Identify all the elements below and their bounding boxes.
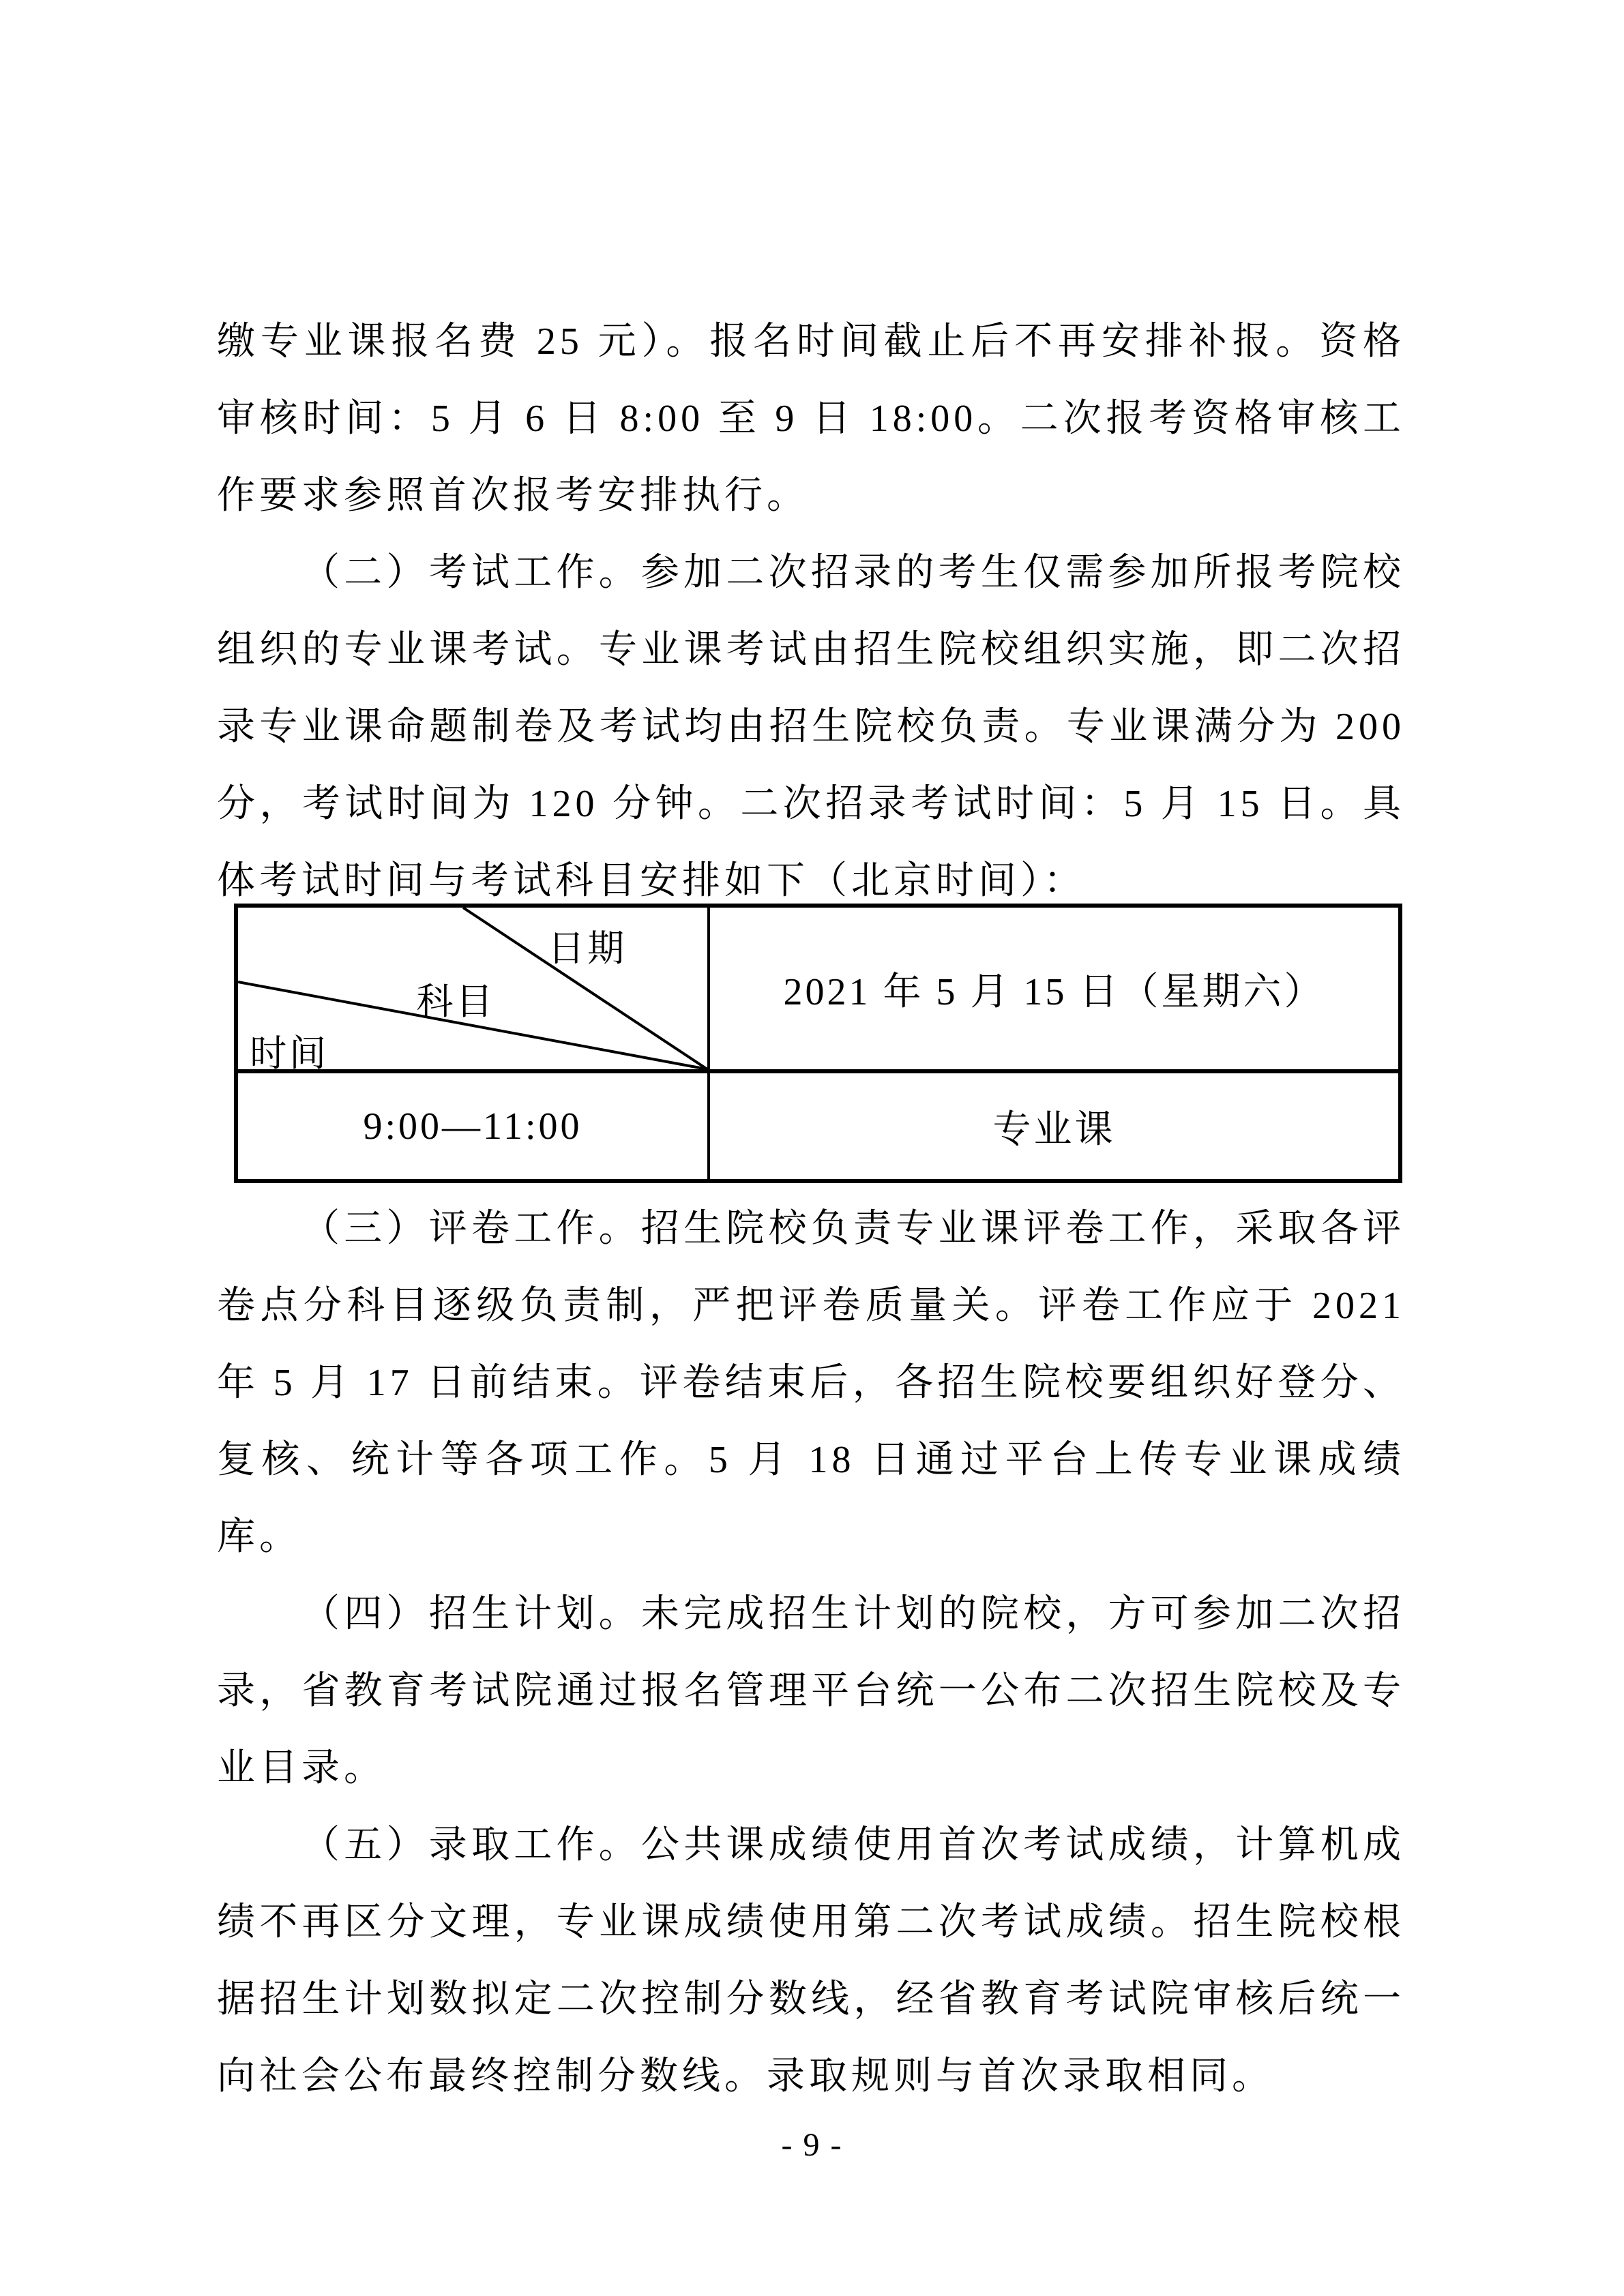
text-block-upper [217, 303, 1405, 920]
table-time-value: 9:00—11:00 [363, 1105, 582, 1148]
table-row-time-cell [238, 1073, 710, 1179]
paragraph-admission-work: （五）录取工作。公共课成绩使用首次考试成绩，计算机成绩不再区分文理，专业课成绩使用第二次考试成绩。招生院校根据招生计划数拟定二次控制分数线，经省教育考试院审核后统一向社会公布最终控制分数线。录取规则与首次录取相同。 [217, 1824, 1405, 2098]
paragraph-exam-work: （二）考试工作。参加二次招录的考生仅需参加所报考院校组织的专业课考试。专业课考试由招生院校组织实施，即二次招录专业课命题制卷及考试均由招生院校负责。专业课满分为 200 分，考试时间为 120 分钟。二次招录考试时间：5 月 15 日。具体考试时间与考试科目安排如下（北京时间）： [217, 552, 1405, 902]
text-block-lower [217, 1191, 1405, 2115]
corner-time-label: 时间 [250, 1032, 329, 1074]
table-date-header-text: 2021 年 5 月 15 日（星期六） [783, 970, 1325, 1013]
paragraph-grading-work: （三）评卷工作。招生院校负责专业课评卷工作，采取各评卷点分科目逐级负责制，严把评卷质量关。评卷工作应于 2021 年 5 月 17 日前结束。评卷结束后，各招生院校要组织好登分、复核、统计等各项工作。5 月 18 日通过平台上传专业课成绩库。 [217, 1208, 1405, 1558]
paragraph-continuation: 缴专业课报名费 25 元）。报名时间截止后不再安排补报。资格审核时间：5 月 6 日 8:00 至 9 日 18:00。二次报考资格审核工作要求参照首次报考安排执行。 [217, 320, 1405, 517]
table-subject-value: 专业课 [992, 1108, 1116, 1151]
corner-subject-label: 科目 [416, 981, 496, 1022]
paragraph-enrollment-plan: （四）招生计划。未完成招生计划的院校，方可参加二次招录，省教育考试院通过报名管理平台统一公布二次招生院校及专业目录。 [217, 1593, 1405, 1789]
table-corner-header-cell [238, 908, 710, 1073]
corner-date-label: 日期 [548, 927, 628, 969]
table-row-subject-cell [710, 1073, 1398, 1179]
table-date-header-cell [710, 908, 1398, 1073]
page-number: - 9 - [781, 2127, 843, 2163]
exam-schedule-table [234, 904, 1402, 1183]
